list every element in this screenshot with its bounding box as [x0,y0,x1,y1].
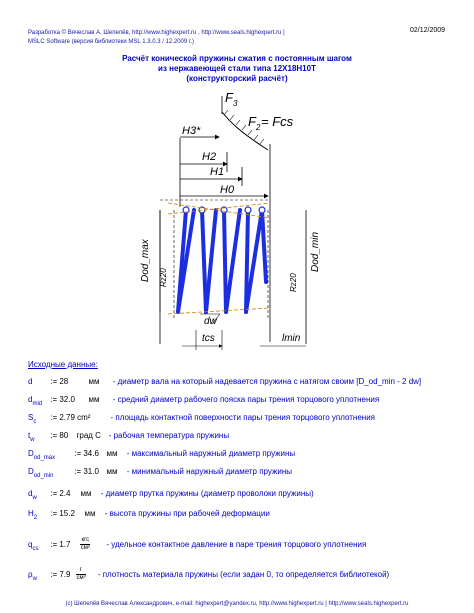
param-value: := 7.9 [50,570,71,579]
param-description: - высота пружины при рабочей деформации [104,509,270,518]
page-title-line1: Расчёт конической пружины сжатия с постоянным шагом [122,54,352,63]
page-title-line2: из нержавеющей стали типа 12Х18Н10Т [158,64,316,73]
label-dod-min: Dod_min [310,231,321,272]
param-row-q-cs: $q_{cs}$ := 1.7 $\frac{\text{кгс}}{\text{см²}}$ - удельное контактное давление в паре трения торцового уплотнения [28,537,367,552]
param-symbol: d [28,377,33,386]
param-value: := 80 [50,431,69,440]
label-tcs: tcs [202,333,215,344]
label-lmin: lmin [282,333,301,344]
param-unit: мм [80,489,92,498]
param-unit: мм [88,377,100,386]
param-value: := 1.7 [50,540,71,549]
param-unit: мм [88,395,100,404]
param-row-d-w: $d_w$ := 2.4 мм - диаметр прутка пружины (диаметр проволоки пружины) [28,489,314,501]
param-row-h-2: $H_2$ := 15.2 мм - высота пружины при рабочей деформации [28,509,270,521]
label-f2-sub: 2 [256,123,261,132]
param-row-d-od-min: $D_{od\_min}$ := 31.0 мм - минимальный наружный диаметр пружины [28,467,292,479]
param-description: - рабочая температура пружины [108,431,230,440]
header-credits: Разработка © Вячеслав А. Шепелёв, http://www.highexpert.ru , http://www.seals.highexpert.ru | [28,30,285,36]
param-description: - средний диаметр рабочего пояска пары трения торцового уплотнения [112,395,380,404]
param-unit: мм [106,449,118,458]
label-h2: H2 [202,151,217,163]
param-description: - диаметр прутка пружины (диаметр проволоки пружины) [100,489,314,498]
label-dw: dw [204,316,217,327]
param-unit-fraction: $\frac{г}{\text{см³}}$ [76,567,86,582]
param-value: := 15.2 [50,509,75,518]
param-value: := 2.4 [50,489,71,498]
label-dod-max: Dod_max [140,239,151,282]
param-row-rho-w: $\rho_w$ := 7.9 $\frac{г}{\text{см³}}$ - плотность материала пружины (если задан 0, то определяется библиотекой) [28,567,390,582]
header-date: 02/12/2009 [410,27,446,34]
page-footer: (c) Шепелёв Вячеслав Александрович, e-mail: highexpert@yandex.ru, http://www.highexpert.ru | http://www.seals.highexpert.ru [65,601,409,607]
param-row-t-w: $t_w$ := 80 град С - рабочая температура пружины [28,431,230,443]
label-f3-sub: 3 [233,99,238,108]
label-f3: F [225,90,233,105]
param-value: := 32.0 [50,395,75,404]
param-value: := 28 [50,377,69,386]
param-unit: мм [106,467,118,476]
param-row-d-od-max: $D_{od\_max}$ := 34.6 мм - максимальный наружный диаметр пружины [28,449,296,461]
label-h3: H3* [182,125,201,137]
label-h1: H1 [210,166,225,178]
spring-coils [178,210,266,312]
label-rz-left: Rz20 [159,268,168,287]
page-title-line3: (конструкторский расчёт) [186,74,288,83]
param-value: := 2.79 cm² [50,413,91,422]
param-description: - минимальный наружный диаметр пружины [126,467,292,476]
param-description: - удельное контактное давление в паре трения торцового уплотнения [106,540,367,549]
param-unit: мм [84,509,96,518]
label-rz-right: Rz20 [289,273,298,292]
param-row-d [28,376,421,388]
header-software-version: MSLC Software (версия библиотеки MSL 1.3.0.3 / 12.2009 г.) [28,39,195,45]
label-f2: F [248,114,256,129]
param-description: - плотность материала пружины (если задан 0, то определяется библиотекой) [97,570,390,579]
section-title-input-data: Исходные данные: [28,360,98,369]
param-description: - площадь контактной поверхности пары трения торцового уплотнения [110,413,376,422]
param-value: := 34.6 [74,449,99,458]
label-f2-eq: = Fcs [261,114,294,129]
bottom-contact-line [168,308,270,314]
param-row-s-c: $S_c$ := 2.79 cm² - площадь контактной поверхности пары трения торцового уплотнения [28,413,376,425]
param-description: - максимальный наружный диаметр пружины [126,449,296,458]
param-unit: град С [76,431,101,440]
param-row-d-mid: $d_{mid}$ := 32.0 мм - средний диаметр рабочего пояска пары трения торцового уплотнения [28,395,380,407]
param-value: := 31.0 [74,467,99,476]
param-unit-fraction: $\frac{\text{кгс}}{\text{см²}}$ [80,537,90,552]
param-description: - диаметр вала на который надевается пружина с натягом своим [D_od_min - 2 dw] [112,377,422,386]
conical-spring-diagram [120,82,340,354]
label-h0: H0 [220,184,235,196]
